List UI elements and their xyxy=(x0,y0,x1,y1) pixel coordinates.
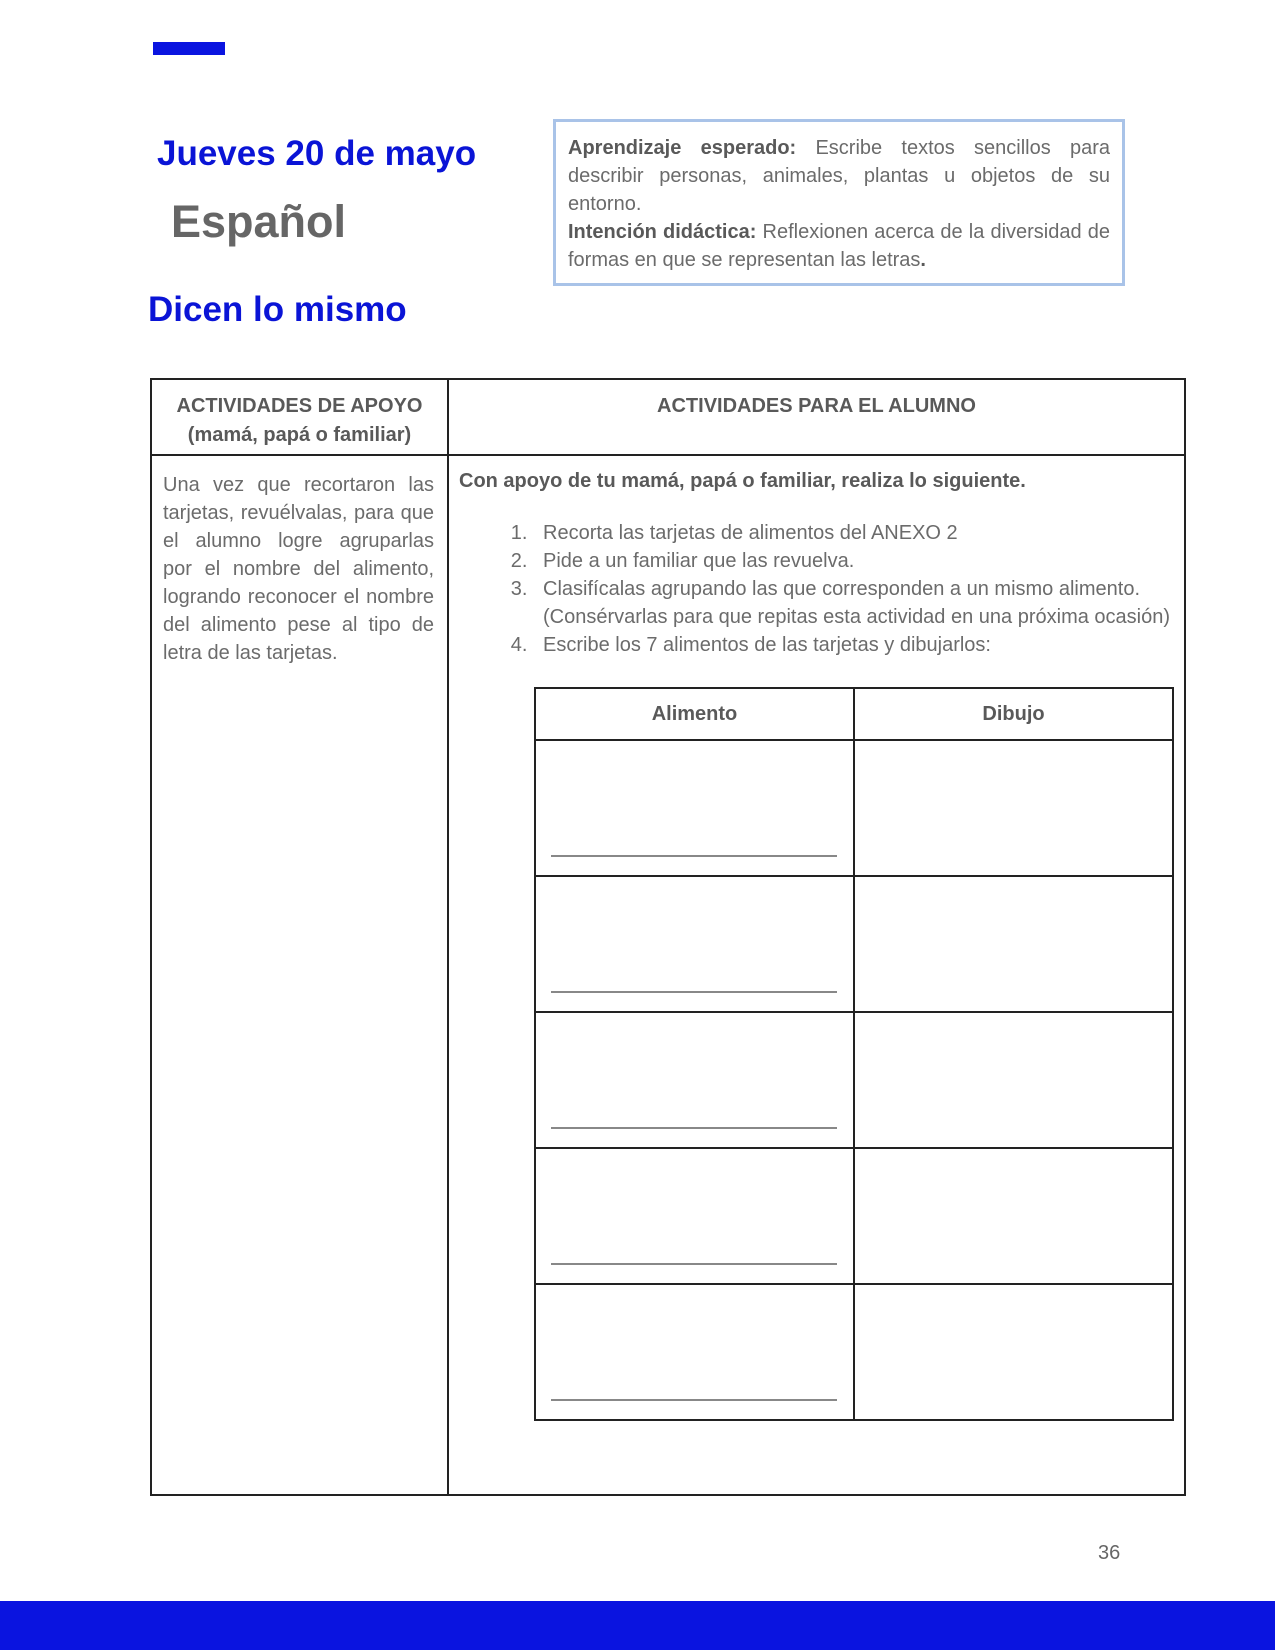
instruction-text: Con apoyo de tu mamá, papá o familiar, realiza lo siguiente. xyxy=(459,470,1026,492)
support-activities-header xyxy=(151,379,448,455)
write-line xyxy=(551,855,837,857)
step-item: 1. Recorta las tarjetas de alimentos del ANEXO 2 xyxy=(533,519,1172,547)
step-item: 2. Pide a un familiar que las revuelva. xyxy=(533,547,1172,575)
bottom-accent-bar xyxy=(0,1601,1275,1650)
drawing-cell[interactable] xyxy=(854,876,1173,1012)
didactic-intention-label: Intención didáctica: xyxy=(568,221,757,243)
activities-table xyxy=(150,378,1186,1496)
subject-title: Español xyxy=(171,196,347,247)
write-line xyxy=(551,1127,837,1129)
food-column-header: Alimento xyxy=(535,688,854,740)
steps-list xyxy=(459,519,1172,659)
drawing-cell[interactable] xyxy=(854,1284,1173,1420)
food-name-cell[interactable] xyxy=(535,1284,854,1420)
table-row xyxy=(535,876,1173,1012)
expected-learning-text: Escribe textos sencillos para describir personas, animales, plantas u objetos de su entorno. xyxy=(568,137,1110,215)
table-row xyxy=(535,740,1173,876)
page-number: 36 xyxy=(1098,1542,1121,1564)
date-title: Jueves 20 de mayo xyxy=(157,134,477,173)
support-header-line2: (mamá, papá o familiar) xyxy=(187,424,412,446)
activities-body-row xyxy=(151,455,1185,1495)
food-name-cell[interactable] xyxy=(535,740,854,876)
step-item: 3. Clasifícalas agrupando las que corresponden a un mismo alimento. (Consérvarlas para que repitas esta actividad en una próxima ocasión) xyxy=(533,575,1172,631)
food-table-header xyxy=(535,688,1173,740)
student-activities-header: ACTIVIDADES PARA EL ALUMNO xyxy=(448,379,1185,455)
didactic-intention xyxy=(568,218,1110,274)
food-name-cell[interactable] xyxy=(535,1012,854,1148)
table-row xyxy=(535,1148,1173,1284)
drawing-cell[interactable] xyxy=(854,740,1173,876)
support-text: Una vez que recortaron las tarjetas, revuélvalas, para que el alumno logre agruparlas por el nombre del alimento, logrando reconocer el nombre del alimento pese al tipo de letra de las tarjetas. xyxy=(163,474,434,664)
food-name-cell[interactable] xyxy=(535,876,854,1012)
didactic-intention-end: . xyxy=(920,249,926,271)
step-item: 4. Escribe los 7 alimentos de las tarjetas y dibujarlos: xyxy=(533,631,1172,659)
write-line xyxy=(551,1263,837,1265)
write-line xyxy=(551,1399,837,1401)
support-activities-cell xyxy=(151,455,448,1495)
drawing-cell[interactable] xyxy=(854,1148,1173,1284)
activities-header-row xyxy=(151,379,1185,455)
table-row xyxy=(535,1284,1173,1420)
student-activities-cell xyxy=(448,455,1185,1495)
food-drawing-table xyxy=(534,687,1174,1421)
top-accent-bar xyxy=(153,42,225,55)
drawing-cell[interactable] xyxy=(854,1012,1173,1148)
didactic-intention-text: Reflexionen acerca de la diversidad de formas en que se representan las letras xyxy=(568,221,1110,271)
expected-learning xyxy=(568,134,1110,218)
write-line xyxy=(551,991,837,993)
learning-objective-box xyxy=(553,119,1125,286)
support-header-line1: ACTIVIDADES DE APOYO xyxy=(176,395,423,417)
table-row xyxy=(535,1012,1173,1148)
drawing-column-header: Dibujo xyxy=(854,688,1173,740)
food-name-cell[interactable] xyxy=(535,1148,854,1284)
expected-learning-label: Aprendizaje esperado: xyxy=(568,137,797,159)
lesson-title: Dicen lo mismo xyxy=(148,290,407,329)
